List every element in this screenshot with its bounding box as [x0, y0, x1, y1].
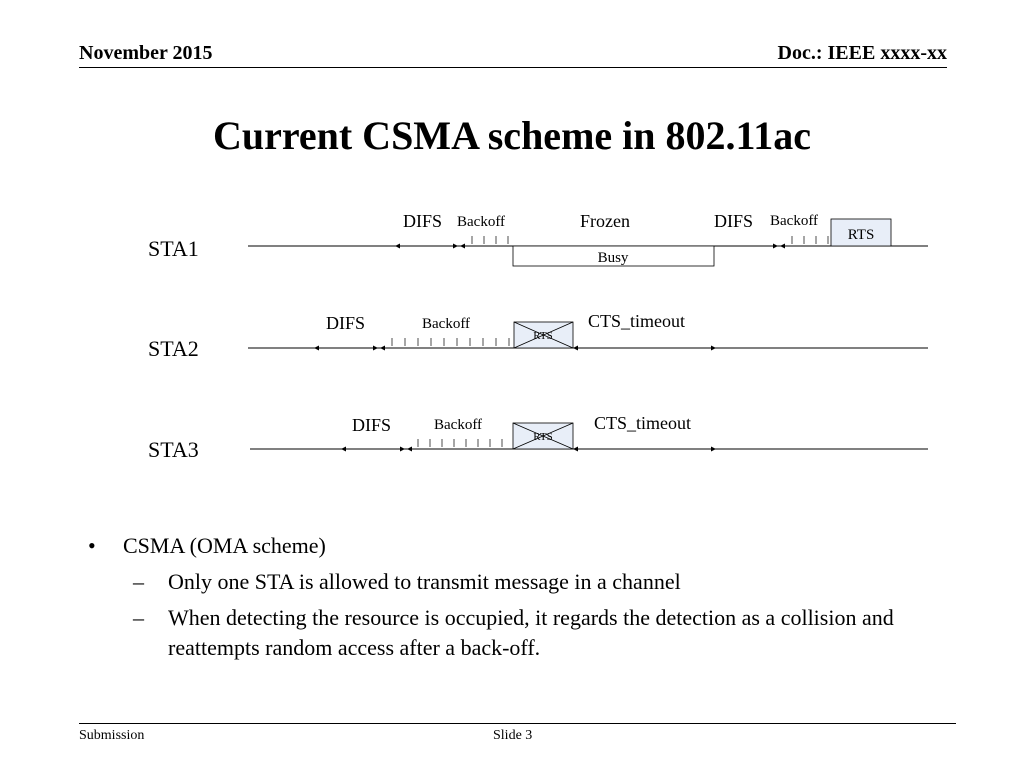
sub-bullet-one-sta [88, 567, 988, 597]
sta3-backoff-label: Backoff [434, 417, 483, 433]
sta2-label: STA2 [148, 336, 199, 361]
sta2-difs-label: DIFS [326, 313, 366, 333]
footer-submission: Submission [79, 728, 145, 743]
sta1-label: STA1 [148, 236, 199, 261]
sub-bullet-marker: – [133, 605, 144, 630]
bullet-csma [88, 531, 988, 561]
sta1-row [148, 211, 928, 266]
footer-slide-number: Slide 3 [493, 728, 533, 743]
sta3-difs-label: DIFS [352, 415, 392, 435]
sta1-frozen-label: Frozen [580, 211, 630, 231]
sub-bullet-collision [88, 603, 988, 663]
sub-bullet-marker: – [133, 569, 144, 594]
sta1-difs2-label: DIFS [714, 211, 754, 231]
sta3-row [148, 413, 928, 462]
sub-bullet-text: When detecting the resource is occupied, it regards the detection as a collision and reattempts random access after a back-off. [168, 605, 894, 660]
csma-timing-diagram [0, 190, 1024, 480]
sta1-difs1-label: DIFS [403, 211, 443, 231]
slide-title: Current CSMA scheme in 802.11ac [212, 113, 812, 158]
sta3-backoff-slots [418, 439, 502, 447]
sta2-rts-label: RTS [533, 330, 553, 342]
sta1-backoff2-label: Backoff [770, 213, 819, 229]
sta3-cts-timeout-label: CTS_timeout [594, 413, 692, 433]
header-divider [79, 67, 947, 68]
header-doc-id: Doc.: IEEE xxxx-xx [777, 42, 947, 64]
sta1-backoff1-label: Backoff [457, 214, 506, 230]
sub-bullet-text: Only one STA is allowed to transmit message in a channel [168, 569, 681, 594]
sta2-backoff-label: Backoff [422, 316, 471, 332]
header-date: November 2015 [79, 42, 213, 64]
sta2-backoff-slots [392, 338, 509, 346]
sta2-row [148, 311, 928, 361]
sta3-rts-label: RTS [533, 431, 553, 443]
bullet-list [88, 531, 988, 669]
sta1-busy-label: Busy [597, 250, 629, 266]
sta1-backoff2-slots [792, 236, 828, 244]
footer-divider [79, 723, 956, 724]
bullet-text: CSMA (OMA scheme) [123, 533, 326, 558]
sta1-backoff1-slots [472, 236, 508, 244]
sta1-rts-label: RTS [847, 227, 875, 243]
bullet-marker: • [88, 533, 96, 558]
sta3-label: STA3 [148, 437, 199, 462]
sta2-cts-timeout-label: CTS_timeout [588, 311, 686, 331]
